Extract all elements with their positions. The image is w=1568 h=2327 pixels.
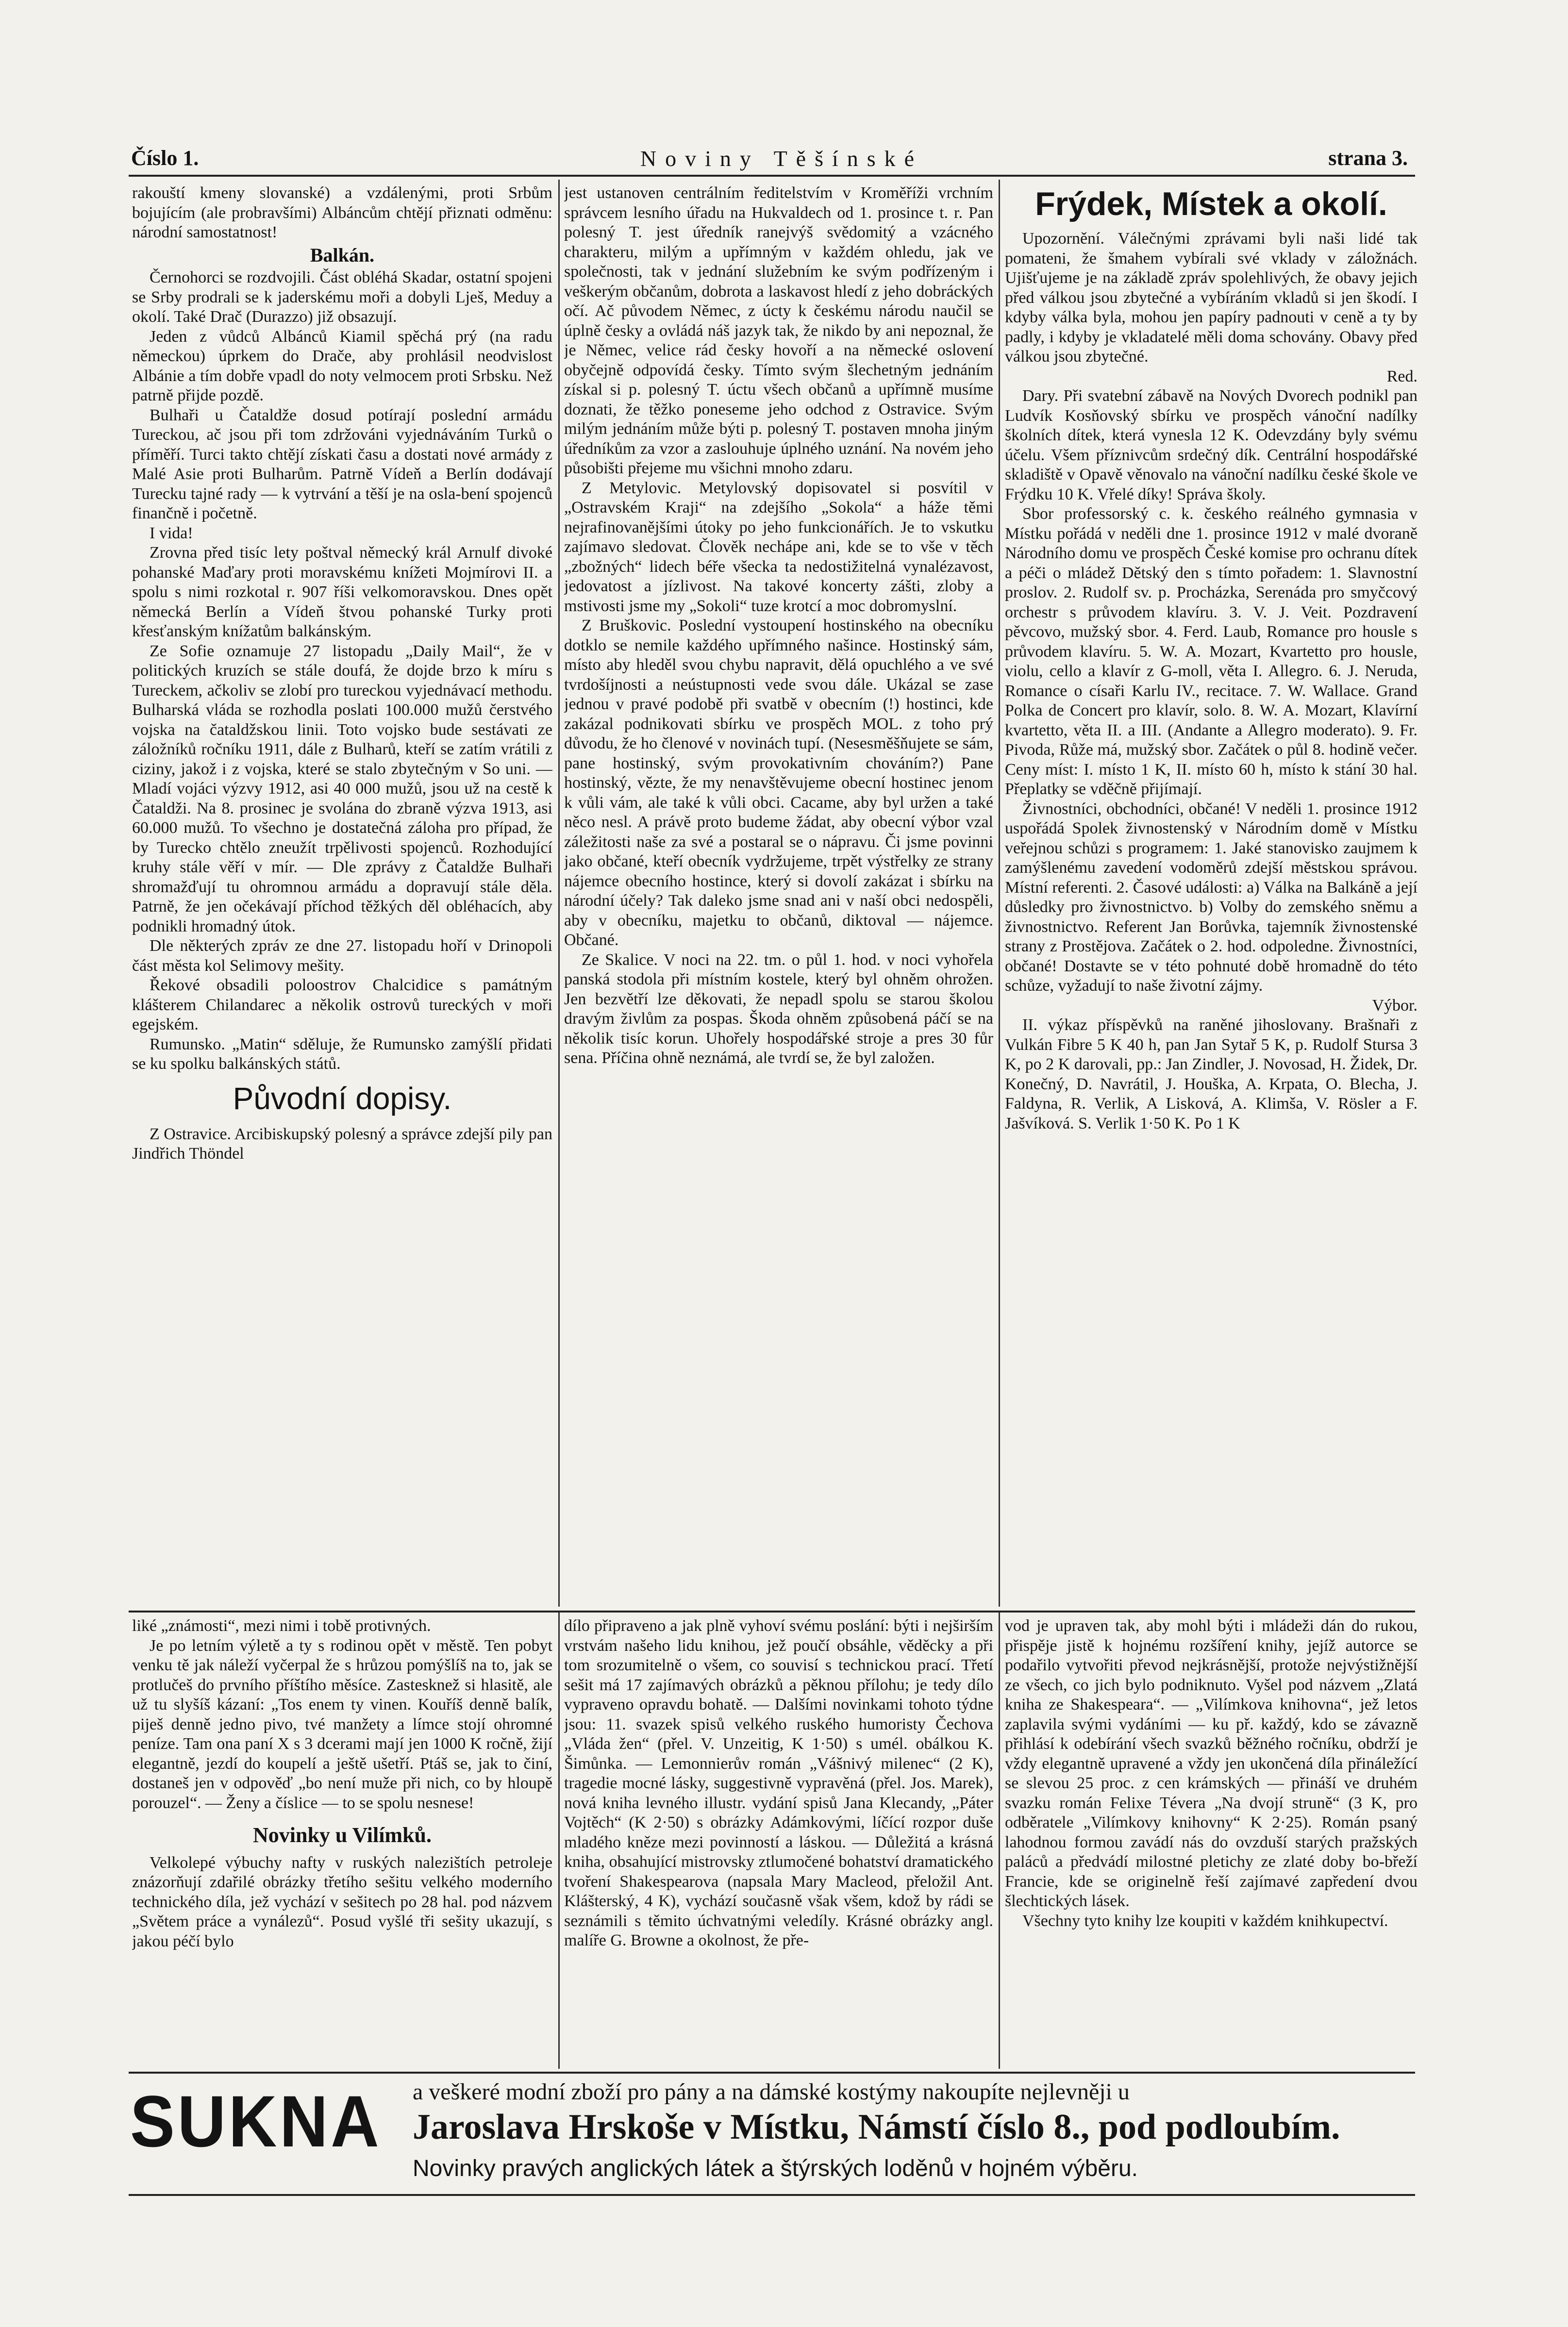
lower-column-1 — [132, 1616, 552, 2068]
article-paragraph: Upozornění. Válečnými zprávami byli naši lidé tak pomateni, že šmahem vybírali své vklady v záložnách. Ujišťujeme je na základě zpráv spolehlivých, že obavy jejich před válkou jsou zbytečné a vybíráním vkladů si jen škodí. I kdyby válka byla, mohou jen papíry padnouti v ceně a ty by padly, i kdyby je vkladatelé měli doma schovány. Obavy před válkou jsou zbytečné. — [1005, 230, 1418, 366]
section-heading-balkan: Balkán. — [310, 244, 375, 266]
article-paragraph: Velkolepé výbuchy nafty v ruských nalezištích petroleje znázorňují zdařilé obrázky třetího sešitu velkého moderního technického díla, jež vychází v sešitech po 28 hal. pod názvem „Světem práce a vynálezů“. Posud vyšlé tři sešity ukazují, s jakou péčí bylo — [132, 1853, 552, 1950]
header-rule — [129, 175, 1415, 177]
column-divider — [558, 180, 560, 1607]
article-paragraph: II. výkaz příspěvků na raněné jihoslovany. Brašnaři z Vulkán Fibre 5 K 40 h, pan Jan Sytař 5 K, p. Rudolf Stursa 3 K, po 2 K darovali, pp.: Jan Zindler, J. Novosad, H. Židek, Dr. Konečný, D. Navrátil, J. Houška, A. Krpata, O. Blecha, J. Faldyna, R. Verlik, A Lisková, A. Klimša, V. Rösler a F. Jašvíková. S. Verlik 1·50 K. Po 1 K — [1005, 1016, 1418, 1132]
column-divider — [999, 1612, 1000, 2069]
column-divider — [558, 1612, 560, 2069]
column-divider — [999, 180, 1000, 1607]
article-paragraph: Zrovna před tisíc lety poštval německý král Arnulf divoké pohanské Maďary proti moravskému knížeti Mojmírovi II. a spolu s nimi rozkotal r. 907 říši velkomoravskou. Dnes opět německá Berlín a Vídeň štvou pohanské Turky proti křesťanským knížatům balkánským. — [132, 544, 552, 640]
section-rule — [129, 1611, 1415, 1612]
bottom-rule — [129, 2194, 1415, 2196]
article-paragraph: Řekové obsadili poloostrov Chalcidice s památným klášterem Chilandarec a několik ostrovů tureckých v moři egejském. — [132, 976, 552, 1033]
article-paragraph: Dary. Při svatební zábavě na Nových Dvorech podnikl pan Ludvík Kosňovský sbírku ve prospěch vánoční nadílky školních dítek, která vynesla 12 K. Odevzdány byly svému účelu. Všem příznivcům srdečný dík. Centrální hospodářské skladiště v Opavě věnovalo na vánoční nadílku české škole ve Frýdku 10 K. Vřelé díky! Správa školy. — [1005, 387, 1418, 503]
article-paragraph: Je po letním výletě a ty s rodinou opět v městě. Ten pobyt venku tě jak náleží vyčerpal že s hrůzou pomýšlíš na to, jak se protlučeš do prvního příštího měsíce. Zastesknež si hlasitě, ale už tu slyšíš kázaní: „Tos enem ty vinen. Kouříš denně balík, piješ denně jedno pivo, tvé manžety a límce stojí ohromné peníze. Tam ona paní X s 3 dcerami mají jen 1000 K ročně, žijí elegantně, jezdí do koupelí a ještě ušetří. Ptáš se, jak to činí, dostaneš jen v odpověď „bo není muže při nich, co by hloupě porouzel“. — Ženy a číslice — to se spolu nesnese! — [132, 1636, 552, 1812]
lower-column-2 — [564, 1616, 993, 2068]
section-heading-vilimek: Novinky u Vilímků. — [252, 1823, 432, 1847]
signature: Red. — [1386, 367, 1418, 385]
article-paragraph: Ze Skalice. V noci na 22. tm. o půl 1. hod. v noci vyhořela panská stodola při místním kostele, který byl ohněm ohrožen. Jen bezvětří lze děkovati, že nepadl spolu se starou školou dravým živlům za pospas. Škoda ohněm způsobená páčí se na několik tisíc korun. Uhořely hospodářské stroje a pres 30 fůr sena. Příčina ohně neznámá, ale tvrdí se, že byl založen. — [564, 950, 993, 1067]
article-paragraph: Dle některých zpráv ze dne 27. listopadu hoří v Drinopoli část města kol Selimovy mešity. — [132, 937, 552, 975]
column-1 — [132, 183, 552, 1608]
newspaper-title: Noviny Těšínské — [640, 146, 923, 171]
article-paragraph: Z Bruškovic. Poslední vystoupení hostinského na obecníku dotklo se nemile každého upřímného našince. Hostinský sám, místo aby hleděl svou chybu napravit, dělá opuchlého a ve své tvrdošíjnosti a neústupnosti vede svou dále. Ukázal se zase jednou v pravé podobě při svatbě v obecním (!) hostinci, kde zakázal podnikovati sbírku ve prospěch MOL. z toho prý důvodu, že ho členové v novinách tupí. (Nesesměšňujete se sám, pane hostinský, svým provokativním chováním?) Pane hostinský, vězte, že my nenavštěvujeme obecní hostinec jenom k vůli vám, ale také k vůli obci. Cacame, aby byl uržen a také něco nesl. A právě proto budeme žádat, aby obecní výbor vzal záležitosti naše za své a postaral se o nápravu. Či jsme povinni jako občané, kteří obecník vydržujeme, trpět výstřelky ze strany nájemce obecního hostince, který si dovolí zakázat i sbírku na národní účely? Tak daleko jsme snad ani v naší obci nedospěli, aby v obecníku, majetku to občanů, diktoval — nájemce. Občané. — [564, 616, 993, 949]
article-paragraph: Z Ostravice. Arcibiskupský polesný a správce zdejší pily pan Jindřich Thöndel — [132, 1125, 552, 1163]
article-paragraph: liké „známosti“, mezi nimi i tobě protivných. — [132, 1617, 431, 1635]
article-paragraph: Z Metylovic. Metylovský dopisovatel si posvítil v „Ostravském Kraji“ na zdejšího „Sokola“ a háže těmi nejrafinovanějšími útoky po jeho funkcionářích. Je to vskutku zajímavo sledovat. Člověk nechápe ani, kde se to vše v těch „zbožných“ lidech béře všecka ta nedostižitelná vynalézavost, jedovatost a jízlivost. Na takové koncerty zášti, zloby a mstivosti jsme my „Sokoli“ tuze krotcí a moc dobromyslní. — [564, 479, 993, 615]
article-paragraph: dílo připraveno a jak plně vyhoví svému poslání: býti i nejširším vrstvám našeho lidu knihou, jež poučí obsáhle, věděcky a při tom srozumitelně o všem, co souvisí s technickou prací. Třetí sešit má 17 zajímavých obrázků a pěknou přílohu; je tedy dílo vypraveno opravdu bohatě. — Dalšími novinkami tohoto týdne jsou: 11. svazek spisů velkého ruského humoristy Čechova „Vláda žen“ (přel. V. Unzeitig, K 1·50) s umél. obálkou K. Šimůnka. — Lemonnierův román „Vášnivý milenec“ (2 K), tragedie mocné lásky, suggestivně vypravěná (přel. Jos. Marek), nová kniha levného illustr. vydání spisů Jana Klecandy, „Páter Vojtěch“ (K 2·50) s obrázky Adámkovými, líčící rozpor duše mladého kněze mezi povinností a láskou. — Důležitá a krásná kniha, obsahující mistrovsky ztlumočené bohatství dramatického tvoření Shakespearova (napsala Mary Macleod, přeložil Ant. Klášterský, 4 K), vychází současně však všem, kdož by rádi se seznámili s těmito úchvatnými veledíly. Krásné obrázky angl. malíře G. Browne a okolnost, že pře- — [564, 1617, 993, 1949]
article-paragraph: vod je upraven tak, aby mohl býti i mládeži dán do rukou, přispěje jistě k hojnému rozšíření knihy, jejíž autorce se podařilo vytvořiti převod nejkrásnější, protože nejvýstižnější ze všech, co jich bylo podniknuto. Vyšel pod názvem „Zlatá kniha ze Shakespeara“. — „Vilímkova knihovna“, jež letos zaplavila svými vydáními — ku př. každý, kdo se závazně přihlásí k odebírání všech svazků běžného ročníku, obdrží je vždy elegantně upravené a vždy jen ukončená díla přináležící se slevou 25 proc. z cen krámských — přináší ve druhém svazku román Felixe Tévera „Na dvojí struně“ (3 K, pro odběratele „Vilímkovy knihovny“ K 2·25). Román psaný lahodnou formou zavádí nás do ovzduší starých pražských paláců a předvádí milostné pletichy ze zlaté doby bo-břeží Francie, kde se originelně řeší zajímavé zapředení dvou šlechtických lásek. — [1005, 1617, 1418, 1910]
issue-number: Číslo 1. — [131, 146, 199, 170]
advert-line-2: Jaroslava Hrskoše v Místku, Námstí číslo 8., pod podloubím. — [413, 2107, 1340, 2147]
article-paragraph: Sbor professorský c. k. českého reálného gymnasia v Místku pořádá v neděli dne 1. prosince 1912 v malé dvoraně Národního domu ve prospěch České komise pro ochranu dítek a péči o mládež Dětský den s tímto pořadem: 1. Slavnostní proslov. 2. Rudolf sv. p. Procházka, Serenáda pro smyčcový orchestr s průvodem klavíru. 3. V. J. Veit. Pozdravení pěvcovo, mužský sbor. 4. Ferd. Laub, Romance pro housle s průvodem klavíru. 5. W. A. Mozart, Kvartetto pro housle, violu, cello a klavír z G-moll, věta I. Allegro. 6. J. Neruda, Romance o císaři Karlu IV., recitace. 7. W. Wallace. Grand Polka de Concert pro klavír, solo. 8. W. A. Mozart, Klavírní kvartetto, věta II. a III. (Andante a Allegro moderato). 9. Fr. Pivoda, Růže má, mužský sbor. Začátek o půl 8. hodině večer. Ceny míst: I. místo 1 K, II. místo 60 h, místo k stání 30 hal. Přeplatky se vděčně přijímají. — [1005, 505, 1418, 798]
lower-column-3 — [1005, 1616, 1418, 2068]
article-paragraph: Ze Sofie oznamuje 27 listopadu „Daily Mail“, že v politických kruzích se stále doufá, že dojde brzo k míru s Tureckem, ačkoliv se zlobí pro tureckou vyjednávací methodu. Bulharská vláda se rozhodla poslati 100.000 mužů čerstvého vojska na čataldžskou linii. Toto vojsko bude sestávati ze záložníků ročníku 1911, dále z Bulharů, kteří se zatím vrátili z ciziny, jakož i z vojska, které se stalo zbytečným v So uni. — Mladí vojáci výzvy 1912, asi 40 000 mužů, jsou už na cestě k Čataldži. Na 8. prosinec je svolána do zbraně výzva 1913, asi 60.000 mužů. To všechno je dostatečná záloha pro případ, že by Turecko chtělo zneužít trpělivosti spojenců. Rozhodující kruhy stále věří v mír. — Dle zprávy z Čataldže Bulhaři shromažďují tu ohromnou armádu a dopravují stále děla. Patrně, že jen očekávají příchod těžkých děl obléhacích, aby podnikli hromadný útok. — [132, 642, 552, 935]
column-3 — [1005, 183, 1418, 1608]
page-number: strana 3. — [1328, 146, 1408, 170]
article-paragraph: Černohorci se rozdvojili. Část obléhá Skadar, ostatní spojeni se Srby prodrali se k jaderskému moři a dobyli Lješ, Meduy a okolí. Také Drač (Durazzo) již obsazují. — [132, 268, 552, 326]
advert-rule — [129, 2072, 1415, 2074]
article-paragraph: rakouští kmeny slovanské) a vzdálenými, proti Srbům bojujícím (ale probravšími) Albáncům chtějí přiznati odměnu: národní samostatnost! — [132, 184, 552, 241]
advert-brand: SUKNA — [130, 2080, 382, 2162]
signature: Výbor. — [1372, 996, 1418, 1014]
article-paragraph: Bulhaři u Čataldže dosud potírají poslední armádu Tureckou, ač jsou při tom zdržováni vyjednáváním Turků o příměří. Turci takto chtějí získati času a dostati nové armády z Malé Asie proti Bulharům. Patrně Vídeň a Berlín dodávají Turecku tajné rady — k vytrvání a těší je na osla-bení spojenců finančně i početně. — [132, 406, 552, 522]
article-paragraph: Živnostníci, obchodníci, občané! V neděli 1. prosince 1912 uspořádá Spolek živnostenský v Národním domě v Místku veřejnou schůzi s programem: 1. Jaké stanovisko zaujmem k zamýšlenému zavedení vodoměrů zdejší městskou správou. Místní referenti. 2. Časové události: a) Válka na Balkáně a její důsledky pro živnostnictvo. b) Volby do zemského sněmu a živnostnictvo. Referent Jan Borůvka, tajemník živnostenské strany z Prostějova. Začátek o 2. hod. odpoledne. Živnostníci, občané! Dostavte se v této pohnuté době hromadně do této schůze, vyžadují to naše životní zájmy. — [1005, 799, 1418, 995]
article-paragraph: Rumunsko. „Matin“ sděluje, že Rumunsko zamýšlí přidati se ku spolku balkánských států. — [132, 1035, 552, 1073]
section-heading-frydek: Frýdek, Místek a okolí. — [1035, 185, 1387, 222]
article-paragraph: I vida! — [150, 524, 193, 542]
advert-line-3: Novinky pravých anglických látek a štýrských loděnů v hojném výběru. — [413, 2156, 1138, 2181]
advert-line-1: a veškeré modní zboží pro pány a na dámské kostýmy nakoupíte nejlevněji u — [413, 2079, 1130, 2105]
article-paragraph: jest ustanoven centrálním ředitelstvím v Kroměříži vrchním správcem lesního úřadu na Hukvaldech od 1. prosince t. r. Pan polesný T. jest úředník ranejvýš svědomitý a vzácného charakteru, milým a upřímným v každém ohledu, jak ve společnosti, tak v jednání služebním ke svým podřízeným i veškerým občanům, dobrota a laskavost hledí z jeho dobráckých očí. Ač původem Němec, z úcty k českému národu naučil se úplně česky a ovládá náš jazyk tak, že nikdo by ani nepoznal, že je Němec, velice rád česky hovoří a na německé oslovení obyčejně odpovídá česky. Tímto svým šlechetným jednáním získal si p. polesný T. úctu všech občanů a upřímně musíme doznati, že těžko poneseme jeho odchod z Ostravice. Svým milým jednáním může býti p. polesný T. postaven mnoha jiným úředníkům za vzor a zaslouhuje úplného uznání. Na novém jeho působišti přejeme mu všichni mnoho zdaru. — [564, 184, 993, 477]
section-heading-dopisy: Původní dopisy. — [233, 1080, 452, 1116]
column-2 — [564, 183, 993, 1608]
article-paragraph: Všechny tyto knihy lze koupiti v každém knihkupectví. — [1022, 1911, 1388, 1930]
article-paragraph: Jeden z vůdců Albánců Kiamil spěchá prý (na radu německou) úprkem do Drače, aby prohlásil neodvislost Albánie a tím dobře vpadl do noty velmocem proti Srbsku. Než patrně přijde pozdě. — [132, 327, 552, 404]
